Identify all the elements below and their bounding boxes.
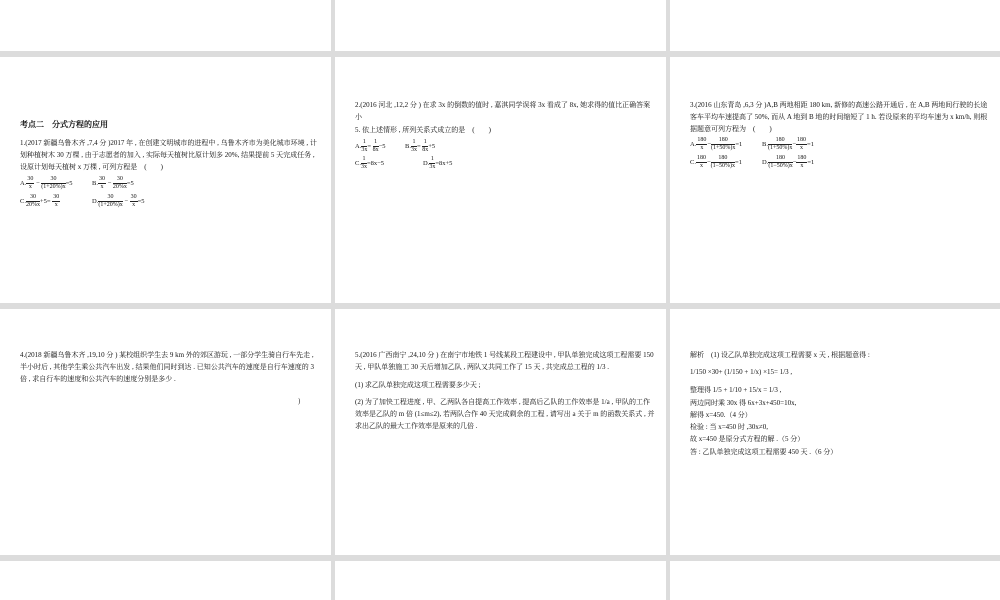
question-3-stem: 3.(2016 山东青岛 ,6,3 分 )A,B 两地相距 180 km, 新修的高速公路开通后 , 在 A,B 两地间行驶的长途客车平均车速提高了 50%, 而从 A 地到 B 地的时间缩短了 1 h. 若设原来的平均车速为 x km/h, 则根据题意可列方程为 ( ) [690,101,988,133]
slide-q3[interactable] [670,57,1000,303]
slide-bottom-right [670,561,1000,600]
stray-mark: ) [298,397,301,405]
question-2-line2: 5. 依上述情形 , 所列关系式成立的是 ( ) [355,126,491,134]
answer-line-1: 解析 (1) 设乙队单独完成这项工程需要 x 天 , 根据题意得 : [690,351,870,359]
question-3-option-c: C. $\frac{180}{x}$ − $\frac{180}{(1-50\%)x}$ =1 [690,155,742,169]
question-5-stem: 5.(2016 广西南宁 ,24,10 分 ) 在南宁市地铁 1 号线某段工程建设中 , 甲队单独完成这项工程需要 150 天 , 甲队单独施工 30 天后增加乙队 , 两队又共同工作了 15 天 , 共完成总工程的 1/3 . [355,351,654,371]
answer-line-3: 整理得 1/5 + 1/10 + 15/x = 1/3 , [690,386,782,394]
question-2-stem: 2.(2016 河北 ,12,2 分 ) 在求 3x 的倒数的值时 , 嘉淇同学误将 3x 看成了 8x, 她求得的值比正确答案小 [355,101,651,121]
slide-bottom-middle [335,561,666,600]
question-1-option-c: C. $\frac{30}{20\%x}$ +5= $\frac{30}{x}$ [20,194,60,208]
question-1-option-d: D. $\frac{30}{(1+20\%)x}$ − $\frac{30}{x}$ =5 [92,194,145,208]
answer-line-8: 答 : 乙队单独完成这项工程需要 450 天 .（6 分） [690,448,838,456]
slide-bottom-left [0,561,331,600]
answer-line-4: 两边同时乘 30x 得 6x+3x+450=10x, [690,399,797,407]
question-1-stem: 1.(2017 新疆乌鲁木齐 ,7,4 分 )2017 年 , 在创建文明城市的进程中 , 乌鲁木齐市为美化城市环境 , 计划种植树木 30 万棵 , 由于志愿者的加入 , 实际每天植树比原计划多 20%, 结果提前 5 天完成任务 , 设原计划每天植树 x 万棵 , 可列方程是 ( ) [20,139,317,171]
question-2-option-b: B. $\frac{1}{3x}$ = $\frac{1}{8x}$ +5 [405,139,436,153]
slide-q4[interactable] [0,309,331,555]
question-3-option-b: B. $\frac{180}{(1+50\%)x}$ − $\frac{180}{x}$ =1 [762,137,814,151]
question-2-option-a: A. $\frac{1}{3x}$ = $\frac{1}{8x}$ −5 [355,139,386,153]
answer-line-6: 检验 : 当 x=450 时 ,30x≠0, [690,423,768,431]
slide-top-middle [335,0,666,51]
section-title: 考点二 分式方程的应用 [20,120,108,129]
slide-q2[interactable] [335,57,666,303]
question-2-option-d: D. $\frac{1}{3x}$ =8x+5 [423,156,453,170]
question-4-stem: 4.(2018 新疆乌鲁木齐 ,19,10 分 ) 某校组织学生去 9 km 外的郊区游玩 , 一部分学生骑自行车先走 , 半小时后 , 其他学生乘公共汽车出发 , 结果他们同时到达 . 已知公共汽车的速度是自行车速度的 3 倍 , 求自行车的速度和公共汽车的速度分别是多少 . [20,351,314,383]
slide-q1[interactable] [0,57,331,303]
answer-line-5: 解得 x=450.（4 分） [690,411,752,419]
slide-q5[interactable] [335,309,666,555]
slide-top-right [670,0,1000,51]
answer-line-7: 故 x=450 是原分式方程的解 .（5 分） [690,435,805,443]
question-2-option-c: C. $\frac{1}{3x}$ =8x−5 [355,156,385,170]
question-5-part-1: (1) 求乙队单独完成这项工程需要多少天 ; [355,381,481,389]
question-5-part-2: (2) 为了加快工程进度 , 甲、乙两队各自提高工作效率 , 提高后乙队的工作效率是 1/a , 甲队的工作效率是乙队的 m 倍 (1≤m≤2), 若两队合作 40 天完成剩余的工程 , 请写出 a 关于 m 的函数关系式 , 并求出乙队的最大工作效率是原来的几倍 . [355,398,655,430]
question-3-option-d: D. $\frac{180}{(1-50\%)x}$ − $\frac{180}{x}$ =1 [762,155,815,169]
question-3-option-a: A. $\frac{180}{x}$ − $\frac{180}{(1+50\%)x}$ =1 [690,137,743,151]
slide-answer[interactable] [670,309,1000,555]
slide-top-left [0,0,331,51]
question-1-option-b: B. $\frac{30}{x}$ − $\frac{30}{20\%x}$ =5 [92,176,134,190]
answer-line-2: 1/150 ×30+ (1/150 + 1/x) ×15= 1/3 , [690,368,793,376]
question-1-option-a: A. $\frac{30}{x}$ − $\frac{30}{(1+20\%)x}$ =5 [20,176,73,190]
